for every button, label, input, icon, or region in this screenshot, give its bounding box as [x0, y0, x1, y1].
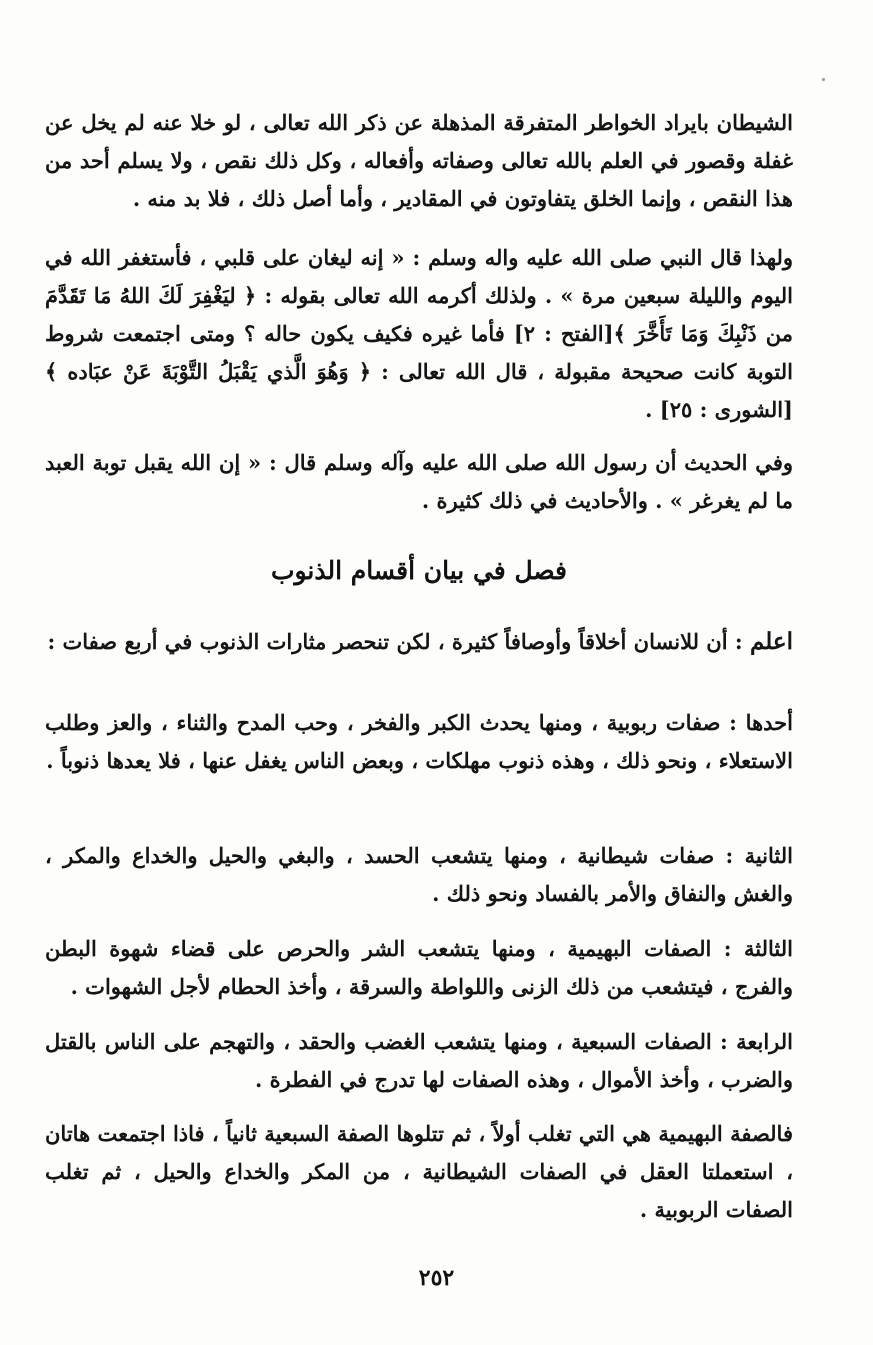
- paragraph-4-body: : أن للانسان أخلاقاً وأوصافاً كثيرة ، لكن تنحصر مثارات الذنوب في أربع صفات :: [47, 629, 750, 654]
- paragraph-3: وفي الحديث أن رسول الله صلى الله عليه وآله وسلم قال : « إن الله يقبل توبة العبد ما لم يغرغر » . والأحاديث في ذلك كثيرة .: [45, 450, 793, 513]
- paragraph-8: الرابعة : الصفات السبعية ، ومنها يتشعب الغضب والحقد ، والتهجم على الناس بالقتل والضرب ، وأخذ الأموال ، وهذه الصفات لها تدرج في الفطرة .: [45, 1029, 793, 1092]
- paragraph-1: الشيطان بايراد الخواطر المتفرقة المذهلة عن ذكر الله تعالى ، لو خلا عنه لم يخل عن غفلة وقصور في العلم بالله تعالى وصفاته وأفعاله ، وكل ذلك نقص ، ولا يسلم أحد من هذا النقص ، وإنما الخلق يتفاوتون في المقادير ، وأما أصل ذلك ، فلا بد منه .: [45, 110, 793, 211]
- section-heading: فصل في بيان أقسام الذنوب: [270, 556, 568, 585]
- paragraph-7: الثالثة : الصفات البهيمية ، ومنها يتشعب الشر والحرص على قضاء شهوة البطن والفرج ، فيتشعب من ذلك الزنى واللواطة والسرقة ، وأخذ الحطام لأجل الشهوات .: [45, 936, 793, 999]
- paragraph-4: [45, 623, 793, 661]
- scan-speck: [822, 78, 825, 81]
- paragraph-2: ولهذا قال النبي صلى الله عليه واله وسلم : « إنه ليغان على قلبي ، فأستغفر الله في اليوم والليلة سبعين مرة » . ولذلك أكرمه الله تعالى بقوله : ﴿ ليَغْفِرَ لَكَ اللهُ مَا تَقَدَّمَ من ذَنْبِكَ وَمَا تَأَخَّرَ ﴾[الفتح : ٢] فأما غيره فكيف يكون حاله ؟ ومتى اجتمعت شروط التوبة كانت صحيحة مقبولة ، قال الله تعالى : ﴿ وَهُوَ الَّذي يَقْبَلُ التَّوْبَةَ عَنْ عبَاده ﴾[الشورى : ٢٥] .: [45, 245, 793, 422]
- page-number: ٢٥٢: [418, 1265, 455, 1291]
- paragraph-5: أحدها : صفات ربوبية ، ومنها يحدث الكبر والفخر ، وحب المدح والثناء ، والعز وطلب الاستعلاء ، ونحو ذلك ، وهذه ذنوب مهلكات ، وبعض الناس يغفل عنها ، فلا يعدها ذنوباً .: [45, 710, 793, 773]
- paragraph-9: فالصفة البهيمية هي التي تغلب أولاً ، ثم تتلوها الصفة السبعية ثانياً ، فاذا اجتمعت هاتان ، استعملتا العقل في الصفات الشيطانية ، من المكر والخداع والحيل ، ثم تغلب الصفات الربوبية .: [45, 1121, 793, 1222]
- paragraph-4-lead-word: اعلم: [749, 628, 793, 655]
- paragraph-6: الثانية : صفات شيطانية ، ومنها يتشعب الحسد ، والبغي والحيل والخداع والمكر ، والغش والنفاق والأمر بالفساد ونحو ذلك .: [45, 843, 793, 906]
